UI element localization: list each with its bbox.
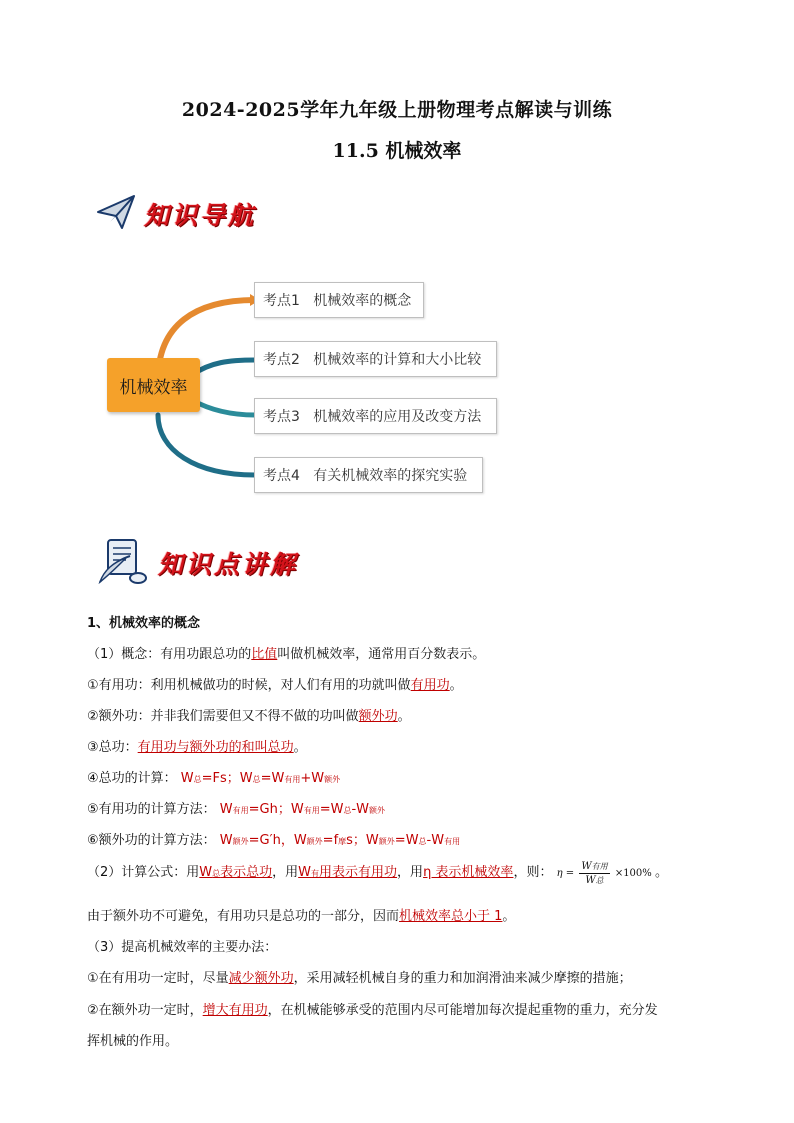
total-work-line: ③总功：有用功与额外功的和叫总功。 xyxy=(87,740,307,755)
extra-work-line: ②额外功：并非我们需要但又不得不做的功叫做额外功。 xyxy=(87,709,411,724)
mindmap-node-2: 考点2 机械效率的计算和大小比较 xyxy=(254,341,497,377)
section-heading: 1、机械效率的概念 xyxy=(87,616,201,631)
banner-title: 知识点讲解 xyxy=(158,550,299,579)
improvement-method-2-line: ②在额外功一定时，增大有用功，在机械能够承受的范围内尽可能增加每次提起重物的重力，充分发 xyxy=(87,1003,658,1018)
mindmap-node-3: 考点3 机械效率的应用及改变方法 xyxy=(254,398,497,434)
useful-work-line: ①有用功：利用机械做功的时候，对人们有用的功就叫做有用功。 xyxy=(87,678,463,693)
improvement-method-2-continued-line: 挥机械的作用。 xyxy=(87,1034,179,1049)
scroll-quill-icon xyxy=(96,536,150,590)
document-subtitle: 11.5 机械效率 xyxy=(332,140,462,162)
extra-work-formula-line: ⑥额外功的计算方法： W额外=G′h，W额外=f摩s；W额外=W总-W有用 xyxy=(87,833,461,848)
improvement-heading-line: （3）提高机械效率的主要办法： xyxy=(87,940,278,955)
knowledge-navigation-banner xyxy=(96,192,256,236)
efficiency-formula-line: （2）计算公式：用W总表示总功，用W有用表示有用功，用η 表示机械效率，则： η = $\frac{\text{W有用}}{\text{W总}}$ ×100% 。 xyxy=(87,861,668,886)
knowledge-explanation-banner xyxy=(96,536,298,590)
banner-title: 知识导航 xyxy=(144,201,257,230)
efficiency-equation: η = $\frac{\text{W有用}}{\text{W总}}$ ×100% xyxy=(556,861,652,886)
useful-work-formula-line: ⑤有用功的计算方法： W有用=Gh；W有用=W总-W额外 xyxy=(87,802,386,817)
mindmap-node-4: 考点4 有关机械效率的探究实验 xyxy=(254,457,483,493)
document-title: 2024-2025学年九年级上册物理考点解读与训练 xyxy=(181,99,613,121)
mindmap-node-1: 考点1 机械效率的概念 xyxy=(254,282,424,318)
total-work-formula-line: ④总功的计算： W总=Fs；W总=W有用+W额外 xyxy=(87,771,341,786)
improvement-method-1-line: ①在有用功一定时，尽量减少额外功，采用减轻机械自身的重力和加润滑油来减少摩擦的措施； xyxy=(87,971,632,986)
concept-line: （1）概念：有用功跟总功的比值叫做机械效率，通常用百分数表示。 xyxy=(87,647,486,662)
efficiency-less-than-one-line: 由于额外功不可避免，有用功只是总功的一部分，因而机械效率总小于 1。 xyxy=(87,909,516,924)
mindmap-center-node: 机械效率 xyxy=(107,358,200,412)
paper-plane-icon xyxy=(96,192,136,236)
